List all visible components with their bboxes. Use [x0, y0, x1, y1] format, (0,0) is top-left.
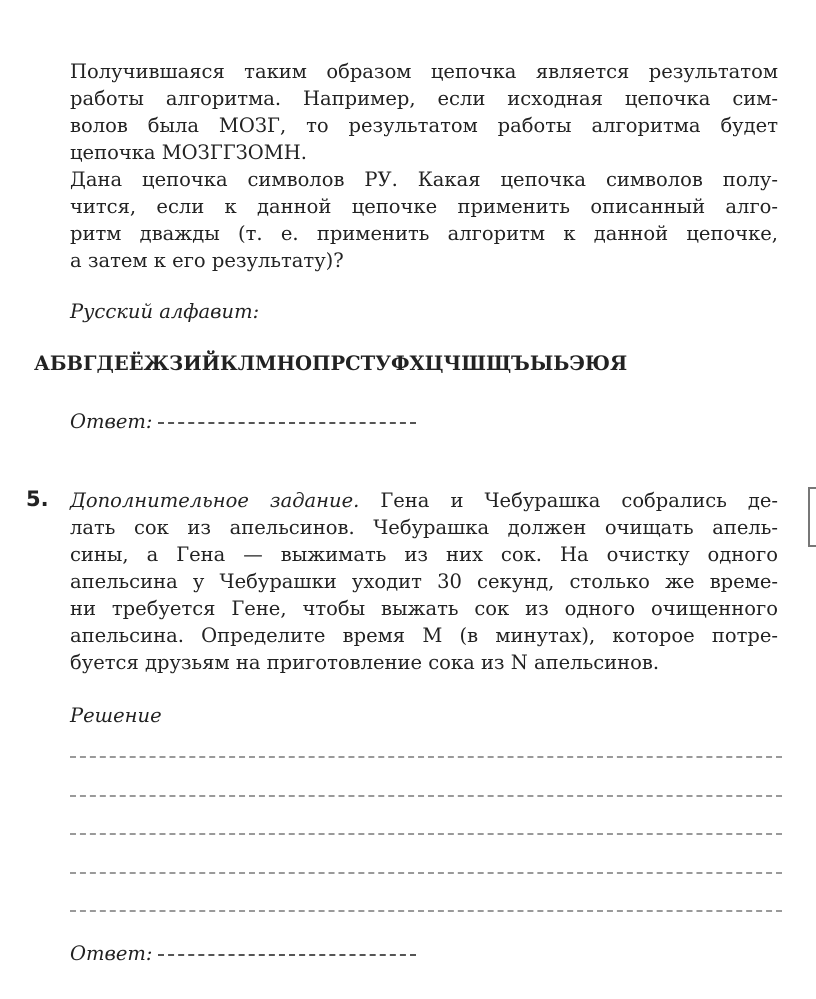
intro-line-5: Дана цепочка символов РУ. Какая цепочка символов полу-: [70, 168, 778, 191]
intro-line-4: цепочка МОЗГГЗОМН.: [70, 141, 307, 164]
solution-line[interactable]: [70, 756, 782, 758]
intro-line-2: работы алгоритма. Например, если исходная цепочка сим-: [70, 87, 778, 110]
intro-line-7: ритм дважды (т. е. применить алгоритм к данной цепочке,: [70, 222, 778, 245]
answer-label-2: Ответ:: [70, 942, 153, 965]
alphabet-letters: АБВГДЕЁЖЗИЙКЛМНОПРСТУФХЦЧШЩЪЫЬЭЮЯ: [34, 352, 628, 375]
answer-field-1[interactable]: [158, 422, 416, 424]
solution-line[interactable]: [70, 795, 782, 797]
intro-line-3: волов была МОЗГ, то результатом работы алгоритма будет: [70, 114, 778, 137]
page-edge-mark: [808, 487, 816, 547]
solution-label: Решение: [70, 704, 162, 727]
intro-text: [70, 58, 778, 274]
task5-line-1: [70, 487, 778, 514]
solution-line[interactable]: [70, 872, 782, 874]
intro-line-8: а затем к его результату)?: [70, 249, 344, 272]
task5-line-3: сины, а Гена — выжимать из них сок. На очистку одного: [70, 543, 778, 566]
task5-line-5: ни требуется Гене, чтобы выжать сок из одного очищенного: [70, 597, 778, 620]
intro-line-6: чится, если к данной цепочке применить описанный алго-: [70, 195, 778, 218]
alphabet-label: Русский алфавит:: [70, 300, 260, 323]
task5-line-1-rest: Гена и Чебурашка собрались де-: [359, 489, 778, 512]
solution-line[interactable]: [70, 910, 782, 912]
task5-line-4: апельсина у Чебурашки уходит 30 секунд, столько же време-: [70, 570, 778, 593]
solution-line[interactable]: [70, 833, 782, 835]
task-number: 5.: [26, 487, 49, 511]
task5-title: Дополнительное задание.: [70, 489, 360, 512]
answer-row-2: [70, 942, 416, 965]
intro-line-1: Получившаяся таким образом цепочка является результатом: [70, 60, 778, 83]
answer-row-1: [70, 410, 416, 433]
answer-label-1: Ответ:: [70, 410, 153, 433]
task5-line-2: лать сок из апельсинов. Чебурашка должен очищать апель-: [70, 516, 778, 539]
task5-line-7: буется друзьям на приготовление сока из N апельсинов.: [70, 651, 660, 674]
task5-line-6: апельсина. Определите время M (в минутах), которое потре-: [70, 624, 778, 647]
answer-field-2[interactable]: [158, 954, 416, 956]
task5-text: [70, 487, 778, 676]
